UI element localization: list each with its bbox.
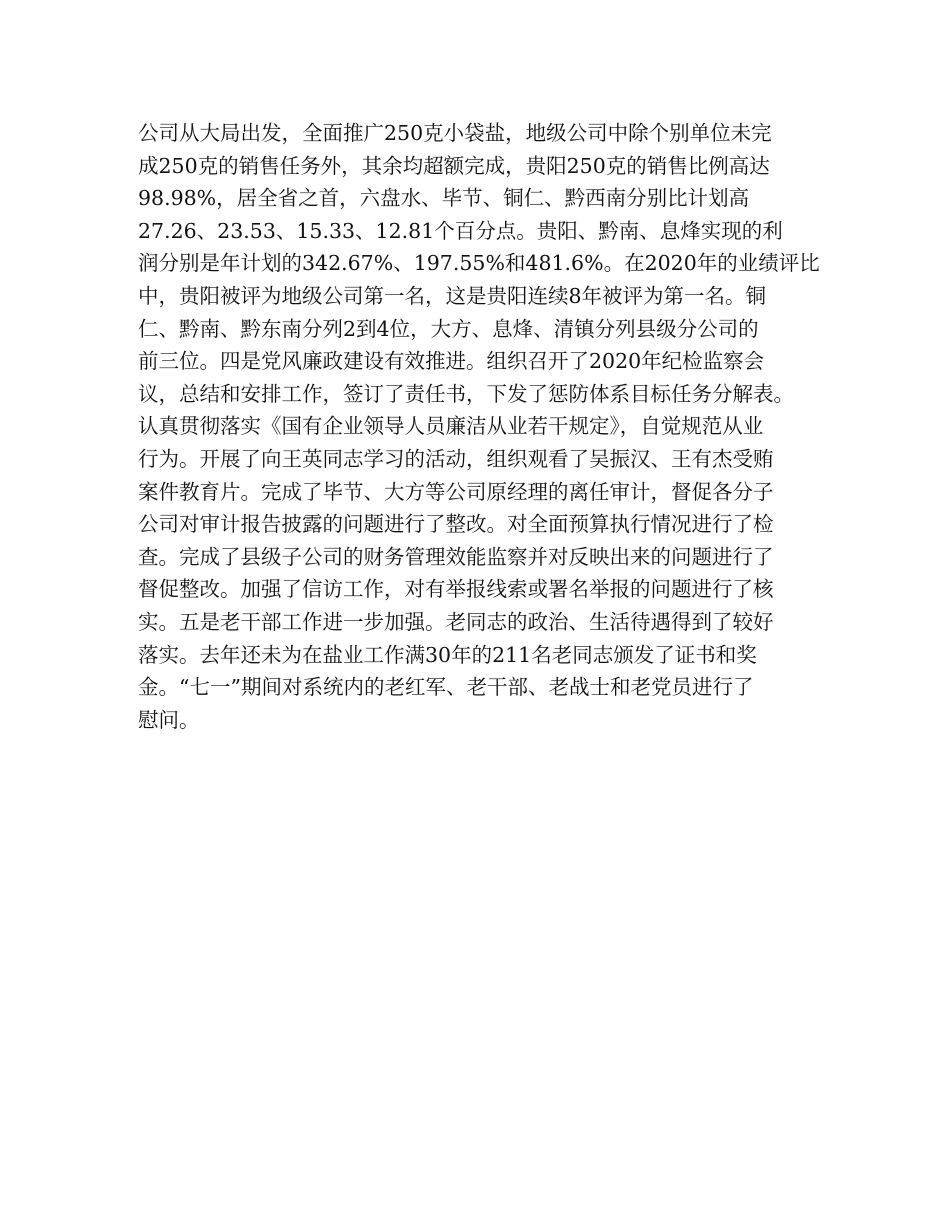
paragraph-line: 行为。开展了向王英同志学习的活动，组织观看了吴振汉、王有杰受贿 [138, 446, 774, 471]
paragraph-line: 前三位。四是党风廉政建设有效推进。组织召开了2020年纪检监察会 [138, 349, 765, 374]
paragraph-line: 议，总结和安排工作，签订了责任书，下发了惩防体系目标任务分解表。 [138, 381, 794, 406]
paragraph-line: 查。完成了县级子公司的财务管理效能监察并对反映出来的问题进行了 [138, 544, 774, 569]
paragraph-line: 中，贵阳被评为地级公司第一名，这是贵阳连续8年被评为第一名。铜 [138, 283, 767, 308]
paragraph-line: 落实。去年还未为在盐业工作满30年的211名老同志颁发了证书和奖 [138, 642, 757, 667]
paragraph-line: 仁、黔南、黔东南分列2到4位，大方、息烽、清镇分列县级分公司的 [138, 316, 759, 341]
paragraph-line: 公司对审计报告披露的问题进行了整改。对全面预算执行情况进行了检 [138, 512, 774, 537]
body-paragraph [138, 117, 838, 736]
paragraph-line: 案件教育片。完成了毕节、大方等公司原经理的离任审计，督促各分子 [138, 479, 774, 504]
paragraph-line: 认真贯彻落实《国有企业领导人员廉洁从业若干规定》，自觉规范从业 [138, 414, 764, 439]
paragraph-line: 成250克的销售任务外，其余均超额完成，贵阳250克的销售比例高达 [138, 153, 770, 178]
paragraph-line: 公司从大局出发，全面推广250克小袋盐，地级公司中除个别单位未完 [138, 121, 772, 145]
paragraph-line: 27.26、23.53、15.33、12.81个百分点。贵阳、黔南、息烽实现的利 [138, 218, 783, 243]
paragraph-line: 慰问。 [138, 707, 200, 732]
paragraph-line: 金。“七一”期间对系统内的老红军、老干部、老战士和老党员进行了 [138, 675, 754, 700]
paragraph-line: 98.98%，居全省之首，六盘水、毕节、铜仁、黔西南分别比计划高 [138, 186, 750, 211]
paragraph-line: 实。五是老干部工作进一步加强。老同志的政治、生活待遇得到了较好 [138, 609, 774, 634]
paragraph-line: 润分别是年计划的342.67%、197.55%和481.6%。在2020年的业绩评比 [138, 251, 820, 276]
paragraph-line: 督促整改。加强了信访工作，对有举报线索或署名举报的问题进行了核 [138, 577, 774, 602]
